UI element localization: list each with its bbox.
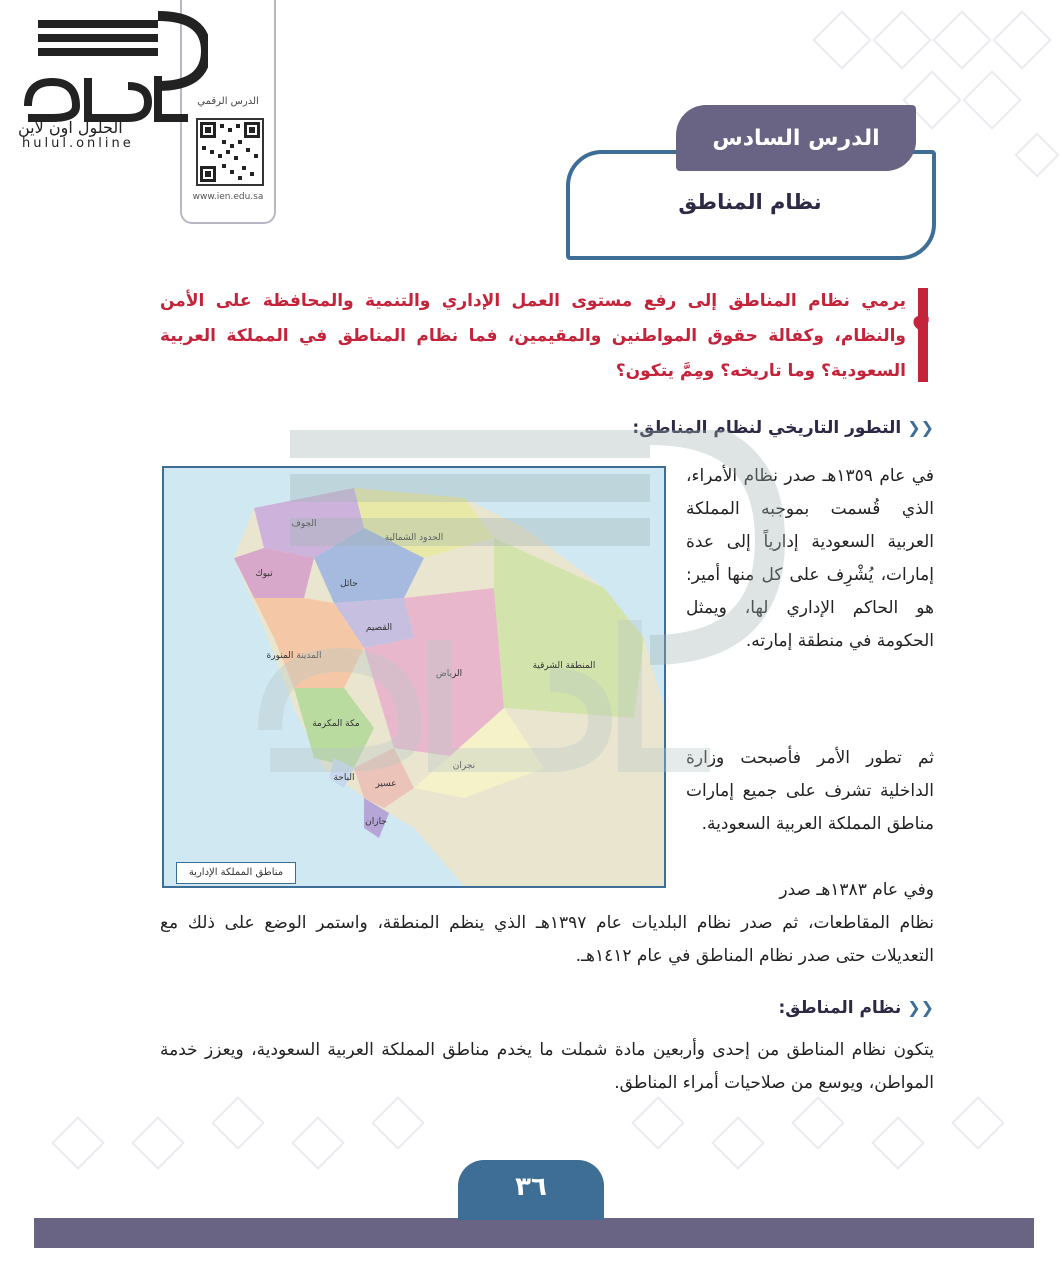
intro-paragraph: يرمي نظام المناطق إلى رفع مستوى العمل الإداري والتنمية والمحافظة على الأمن والنظام، وكفالة حقوق المواطنين والمقيمين، فما نظام المناطق في المملكة العربية السعودية؟ وما تاريخه؟ ومِمَّ يتكون؟ xyxy=(160,291,906,381)
map-graphic xyxy=(164,468,664,886)
double-chevron-icon: ❮❮ xyxy=(907,418,934,437)
lesson-title: نظام المناطق xyxy=(678,190,822,214)
svg-text:جازان: جازان xyxy=(365,817,387,827)
svg-text:نجران: نجران xyxy=(452,761,476,771)
double-chevron-icon: ❮❮ xyxy=(907,998,934,1017)
history-paragraph-1: في عام ١٣٥٩هـ صدر نظام الأمراء، الذي قُسمت بموجبه المملكة العربية السعودية إدارياً إلى عدة إمارات، يُشْرِف على كل منها أمير: هو الحاكم الإداري لها، ويمثل الحكومة في منطقة إمارته. xyxy=(686,466,935,651)
history-paragraph-3-start: وفي عام ١٣٨٣هـ صدر xyxy=(779,880,934,900)
system-paragraph: يتكون نظام المناطق من إحدى وأربعين مادة شملت ما يخدم مناطق المملكة العربية السعودية، ويعزز خدمة المواطن، ويوسع من صلاحيات أمراء المناطق. xyxy=(160,1040,934,1093)
footer-bar xyxy=(34,1218,1034,1248)
svg-text:تبوك: تبوك xyxy=(255,569,273,579)
svg-text:الجوف: الجوف xyxy=(291,519,317,529)
history-paragraph-3-rest: نظام المقاطعات، ثم صدر نظام البلديات عام ١٣٩٧هـ الذي ينظم المنطقة، واستمر الوضع على ذلك مع التعديلات حتى صدر نظام المناطق في عام ١٤١٢هـ. xyxy=(160,913,935,966)
svg-text:مكة المكرمة: مكة المكرمة xyxy=(312,719,360,729)
svg-text:المدينة المنورة: المدينة المنورة xyxy=(266,651,322,661)
section-heading-history-text: التطور التاريخي لنظام المناطق: xyxy=(632,418,902,438)
svg-text:الباحة: الباحة xyxy=(333,773,355,783)
section-heading-history xyxy=(632,418,934,438)
digital-lesson-label: الدرس الرقمي xyxy=(197,96,259,107)
page-number: ٣٦ xyxy=(515,1172,547,1202)
svg-text:الرياض: الرياض xyxy=(435,669,463,679)
history-paragraph-2: ثم تطور الأمر فأصبحت وزارة الداخلية تشرف على جميع إمارات مناطق المملكة العربية السعودية. xyxy=(686,748,934,834)
map-caption: مناطق المملكة الإدارية xyxy=(176,862,296,884)
logo-arabic-text: الحلول اون لاين xyxy=(18,118,123,137)
section-heading-system xyxy=(778,998,934,1018)
svg-text:الحدود الشمالية: الحدود الشمالية xyxy=(384,533,444,543)
svg-text:القصيم: القصيم xyxy=(365,623,393,633)
svg-text:حائل: حائل xyxy=(340,579,358,589)
lesson-number-tab: الدرس السادس xyxy=(676,105,916,171)
logo-english-text: hulul.online xyxy=(22,136,134,151)
website-url[interactable]: www.ien.edu.sa xyxy=(192,192,264,202)
section-heading-system-text: نظام المناطق: xyxy=(778,998,902,1018)
svg-text:عسير: عسير xyxy=(375,779,397,789)
question-mark-icon: ؟ xyxy=(911,310,931,350)
svg-text:المنطقة الشرقية: المنطقة الشرقية xyxy=(532,661,596,671)
saudi-regions-map xyxy=(162,466,666,888)
